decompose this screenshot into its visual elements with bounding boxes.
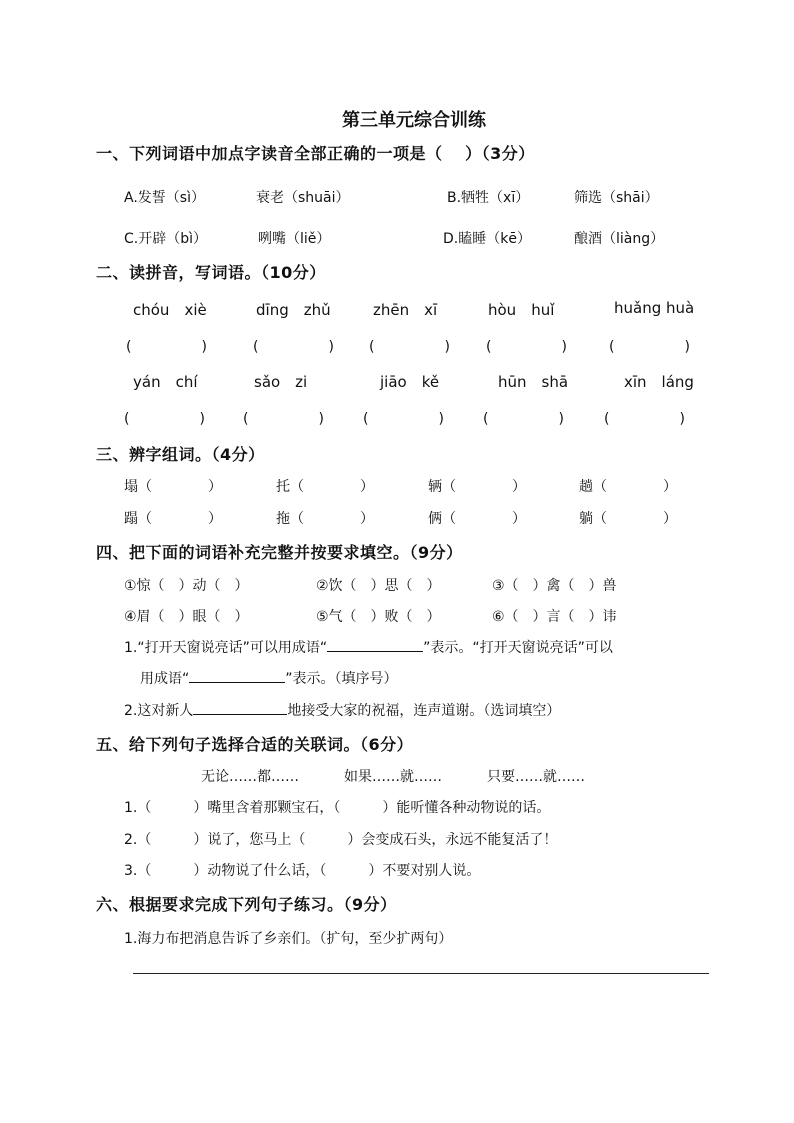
pinyin-1: chóu xiè [133,301,207,319]
conjunction-option: 只要……就…… [487,769,585,785]
option-a-1: A.发誓（sì） [124,190,205,206]
answer-bracket[interactable]: ( ) [369,339,450,355]
page-title: 第三单元综合训练 [342,110,486,131]
char-item[interactable]: 俩（ ） [428,511,526,527]
option-c-1: C.开辟（bì） [124,231,208,247]
option-b-1: B.牺牲（xī） [447,190,530,206]
conjunction-option: 如果……就…… [344,769,442,785]
option-b-2: 筛选（shāi） [574,190,659,206]
pinyin-2: dīng zhǔ [256,301,331,319]
idiom-item[interactable]: ③（ ）禽（ ）兽 [492,578,617,594]
question-6-1: 1.海力布把消息告诉了乡亲们。（扩句，至少扩两句） [124,931,453,947]
section-2-heading: 二、读拼音，写词语。（10分） [96,263,326,282]
question-text: 1.“打开天窗说亮话”可以用成语“ [124,640,328,656]
pinyin-7: sǎo zi [254,373,308,391]
question-text: 2.这对新人 [124,703,194,719]
section-1-heading: 一、下列词语中加点字读音全部正确的一项是（ ）（3分） [96,144,535,163]
question-text: 地接受大家的祝福，连声道谢。（选词填空） [287,703,561,719]
option-d-1: D.瞌睡（kē） [443,231,531,247]
char-item[interactable]: 托（ ） [276,479,374,495]
section-5-heading: 五、给下列句子选择合适的关联词。（6分） [96,735,414,754]
section-4-heading: 四、把下面的词语补充完整并按要求填空。（9分） [96,543,463,562]
char-item[interactable]: 趟（ ） [579,479,677,495]
pinyin-10: xīn láng [624,373,694,391]
char-item[interactable]: 拖（ ） [276,511,374,527]
pinyin-9: hūn shā [498,373,569,391]
option-a-2: 衰老（shuāi） [256,190,350,206]
pinyin-5: huǎng huà [614,299,695,317]
idiom-item[interactable]: ②饮（ ）思（ ） [316,578,441,594]
question-text: 用成语“ [140,671,190,687]
question-4-1-line2 [140,668,398,688]
question-5-3[interactable]: 3.（ ）动物说了什么话，（ ）不要对别人说。 [124,863,481,879]
section-3-heading: 三、辨字组词。（4分） [96,445,265,464]
idiom-item[interactable]: ⑤气（ ）败（ ） [316,609,441,625]
question-4-2 [124,700,560,720]
fill-blank[interactable] [327,637,423,652]
answer-bracket[interactable]: ( ) [124,411,205,427]
question-text: ”表示。“打开天窗说亮话”可以 [423,640,613,656]
pinyin-3: zhēn xī [373,301,438,319]
idiom-item[interactable]: ①惊（ ）动（ ） [124,578,249,594]
option-c-2: 咧嘴（liě） [258,231,331,247]
fill-blank[interactable] [189,668,285,683]
answer-bracket[interactable]: ( ) [253,339,334,355]
answer-bracket[interactable]: ( ) [609,339,690,355]
question-text: ”表示。（填序号） [285,671,398,687]
question-5-2[interactable]: 2.（ ）说了，您马上（ ）会变成石头，永远不能复活了！ [124,832,558,848]
option-d-2: 酿酒（liàng） [574,231,665,247]
question-5-1[interactable]: 1.（ ）嘴里含着那颗宝石，（ ）能听懂各种动物说的话。 [124,800,551,816]
answer-bracket[interactable]: ( ) [483,411,564,427]
answer-bracket[interactable]: ( ) [243,411,324,427]
section-6-heading: 六、根据要求完成下列句子练习。（9分） [96,895,397,914]
char-item[interactable]: 蹋（ ） [124,511,222,527]
question-4-1-line1 [124,637,613,657]
char-item[interactable]: 躺（ ） [579,511,677,527]
conjunction-option: 无论……都…… [201,769,299,785]
answer-bracket[interactable]: ( ) [363,411,444,427]
answer-bracket[interactable]: ( ) [126,339,207,355]
idiom-item[interactable]: ④眉（ ）眼（ ） [124,609,249,625]
pinyin-6: yán chí [133,373,198,391]
answer-bracket[interactable]: ( ) [486,339,567,355]
answer-bracket[interactable]: ( ) [604,411,685,427]
answer-line[interactable] [133,973,709,974]
char-item[interactable]: 辆（ ） [428,479,526,495]
char-item[interactable]: 塌（ ） [124,479,222,495]
pinyin-8: jiāo kě [380,373,440,391]
pinyin-4: hòu huǐ [488,301,555,319]
fill-blank[interactable] [193,700,287,715]
idiom-item[interactable]: ⑥（ ）言（ ）讳 [492,609,617,625]
